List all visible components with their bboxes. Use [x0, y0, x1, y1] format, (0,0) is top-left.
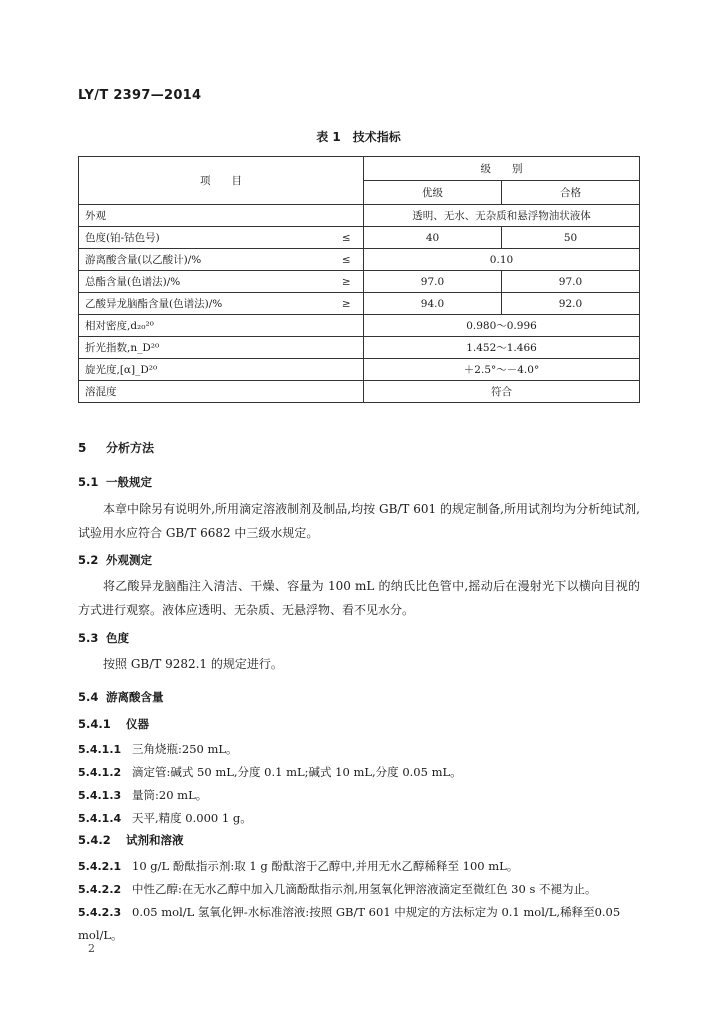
list-item-number: 5.4.2.3: [78, 906, 122, 919]
row-value-premium: 94.0: [364, 293, 502, 315]
table-row: [79, 227, 640, 249]
row-operator: ≤: [330, 227, 364, 249]
list-item: [78, 761, 644, 784]
row-value-merged: ＋2.5°～－4.0°: [364, 359, 640, 381]
table-row: [79, 271, 640, 293]
table-row: [79, 337, 640, 359]
row-property-name: 溶混度: [79, 381, 330, 403]
row-operator: [330, 337, 364, 359]
row-property-name: 色度(铂-钴色号): [79, 227, 330, 249]
list-item-number: 5.4.1.2: [78, 766, 122, 779]
row-property-name: 旋光度,[α]_D²⁰: [79, 359, 330, 381]
section-5-4-heading: 5.4 游离酸含量: [78, 690, 164, 704]
list-item-number: 5.4.1.3: [78, 789, 122, 802]
table-row: [79, 359, 640, 381]
table-row: [79, 293, 640, 315]
list-item-text: 中性乙醇:在无水乙醇中加入几滴酚酞指示剂,用氢氧化钾溶液滴定至微红色 30 s 不褪为止。: [132, 882, 597, 896]
table-row: [79, 249, 640, 271]
row-operator: [330, 315, 364, 337]
row-value-merged: 0.980～0.996: [364, 315, 640, 337]
section-5-1-text: 本章中除另有说明外,所用滴定溶液制剂及制品,均按 GB/T 601 的规定制备,所用试剂均为分析纯试剂,试验用水应符合 GB/T 6682 中三级水规定。: [78, 502, 640, 540]
technical-spec-table: [78, 156, 640, 403]
list-item: [78, 855, 644, 878]
section-5-2-heading: 5.2 外观测定: [78, 553, 152, 567]
table-row: [79, 315, 640, 337]
row-property-name: 折光指数,n_D²⁰: [79, 337, 330, 359]
col-header-item: 项 目: [79, 157, 364, 205]
list-item-text: 三角烧瓶:250 mL。: [132, 742, 238, 756]
section-5-heading: 5 分析方法: [78, 441, 155, 455]
row-value-premium: 97.0: [364, 271, 502, 293]
list-item-text: 0.05 mol/L 氢氧化钾-水标准溶液:按照 GB/T 601 中规定的方法标定为 0.1 mol/L,稀释至0.05 mol/L。: [78, 905, 621, 942]
list-item-number: 5.4.2.2: [78, 883, 122, 896]
row-value-qualified: 50: [502, 227, 640, 249]
row-value-qualified: 92.0: [502, 293, 640, 315]
col-header-grade-premium: 优级: [364, 181, 502, 205]
row-value-merged: 0.10: [364, 249, 640, 271]
row-operator: [330, 359, 364, 381]
row-value-merged: 符合: [364, 381, 640, 403]
instruments-list: [0, 738, 566, 830]
row-operator: ≥: [330, 271, 364, 293]
row-operator: ≥: [330, 293, 364, 315]
row-value-merged: 1.452～1.466: [364, 337, 640, 359]
standard-code: LY/T 2397—2014: [78, 88, 202, 103]
row-property-name: 乙酸异龙脑酯含量(色谱法)/%: [79, 293, 330, 315]
list-item: [78, 784, 644, 807]
col-header-grade-qualified: 合格: [502, 181, 640, 205]
section-5-1-heading: 5.1 一般规定: [78, 475, 152, 489]
section-5-4-1-heading: 5.4.1 仪器: [78, 717, 149, 731]
row-value-qualified: 97.0: [502, 271, 640, 293]
list-item: [78, 807, 644, 830]
col-header-grade: 级 别: [364, 157, 640, 181]
row-property-name: 游离酸含量(以乙酸计)/%: [79, 249, 330, 271]
list-item-number: 5.4.2.1: [78, 860, 122, 873]
table-caption: 表 1 技术指标: [316, 130, 401, 144]
table-row: [79, 205, 640, 227]
list-item-number: 5.4.1.4: [78, 812, 122, 825]
section-5-3-text: 按照 GB/T 9282.1 的规定进行。: [103, 657, 283, 671]
list-item: [78, 738, 644, 761]
row-property-name: 总酯含量(色谱法)/%: [79, 271, 330, 293]
page-number: 2: [88, 942, 95, 955]
list-item: [78, 901, 644, 946]
section-5-2-text: 将乙酸异龙脑酯注入清洁、干燥、容量为 100 mL 的纳氏比色管中,摇动后在漫射光下以横向目视的方式进行观察。液体应透明、无杂质、无悬浮物、看不见水分。: [78, 579, 640, 617]
row-operator: [330, 205, 364, 227]
section-5-3-heading: 5.3 色度: [78, 631, 129, 645]
list-item-text: 10 g/L 酚酞指示剂:取 1 g 酚酞溶于乙醇中,并用无水乙醇稀释至 100 mL。: [132, 859, 519, 873]
row-value-premium: 40: [364, 227, 502, 249]
list-item-text: 滴定管:碱式 50 mL,分度 0.1 mL;碱式 10 mL,分度 0.05 mL。: [132, 765, 462, 779]
table-row: [79, 381, 640, 403]
row-property-name: 外观: [79, 205, 330, 227]
row-value-merged: 透明、无水、无杂质和悬浮物油状液体: [364, 205, 640, 227]
list-item-number: 5.4.1.1: [78, 743, 122, 756]
row-operator: ≤: [330, 249, 364, 271]
list-item-text: 天平,精度 0.000 1 g。: [132, 811, 252, 825]
row-property-name: 相对密度,d₂₀²⁰: [79, 315, 330, 337]
section-5-4-2-heading: 5.4.2 试剂和溶液: [78, 833, 184, 847]
list-item-text: 量筒:20 mL。: [132, 788, 208, 802]
row-operator: [330, 381, 364, 403]
reagents-list: [0, 855, 621, 946]
list-item: [78, 878, 644, 901]
